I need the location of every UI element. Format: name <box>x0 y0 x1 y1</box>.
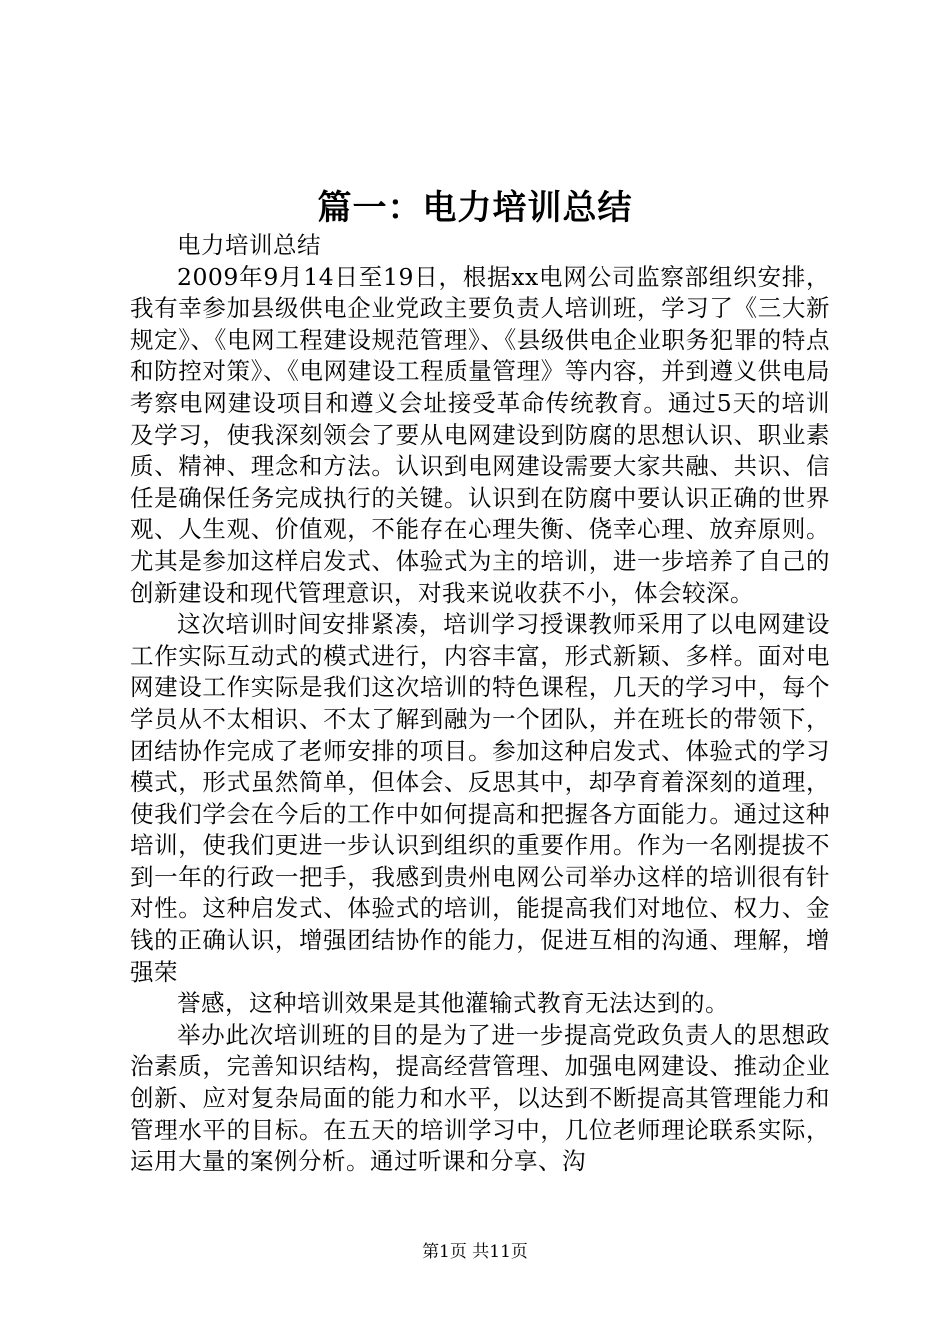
paragraph: 誉感，这种培训效果是其他灌输式教育无法达到的。 <box>177 989 729 1018</box>
document-title: 篇一：电力培训总结 <box>317 188 633 228</box>
document-body <box>130 230 830 1178</box>
page-number-footer: 第1页 共11页 <box>422 1242 528 1262</box>
paragraph: 举办此次培训班的目的是为了进一步提高党政负责人的思想政治素质，完善知识结构，提高经营管理、加强电网建设、推动企业创新、应对复杂局面的能力和水平，以达到不断提高其管理能力和管理水平的目标。在五天的培训学习中，几位老师理论联系实际，运用大量的案例分析。通过听课和分享、沟 <box>130 1020 830 1176</box>
paragraph: 这次培训时间安排紧凑，培训学习授课教师采用了以电网建设工作实际互动式的模式进行，内容丰富，形式新颖、多样。面对电网建设工作实际是我们这次培训的特色课程，几天的学习中，每个学员从不太相识、不太了解到融为一个团队，并在班长的带领下，团结协作完成了老师安排的项目。参加这种启发式、体验式的学习模式，形式虽然简单，但体会、反思其中，却孕育着深刻的道理，使我们学会在今后的工作中如何提高和把握各方面能力。通过这种培训，使我们更进一步认识到组织的重要作用。作为一名刚提拔不到一年的行政一把手，我感到贵州电网公司举办这样的培训很有针对性。这种启发式、体验式的培训，能提高我们对地位、权力、金钱的正确认识，增强团结协作的能力，促进互相的沟通、理解，增强荣 <box>130 610 830 986</box>
paragraph: 2009年9月14日至19日，根据xx电网公司监察部组织安排，我有幸参加县级供电企业党政主要负责人培训班，学习了《三大新规定》、《电网工程建设规范管理》、《县级供电企业职务犯罪的特点和防控对策》、《电网建设工程质量管理》等内容，并到遵义供电局考察电网建设项目和遵义会址接受革命传统教育。通过5天的培训及学习，使我深刻领会了要从电网建设到防腐的思想认识、职业素质、精神、理念和方法。认识到电网建设需要大家共融、共识、信任是确保任务完成执行的关键。认识到在防腐中要认识正确的世界观、人生观、价值观，不能存在心理失衡、侥幸心理、放弃原则。尤其是参加这样启发式、体验式为主的培训，进一步培养了自己的创新建设和现代管理意识，对我来说收获不小，体会较深。 <box>130 262 830 607</box>
paragraph-heading: 电力培训总结 <box>177 231 321 259</box>
